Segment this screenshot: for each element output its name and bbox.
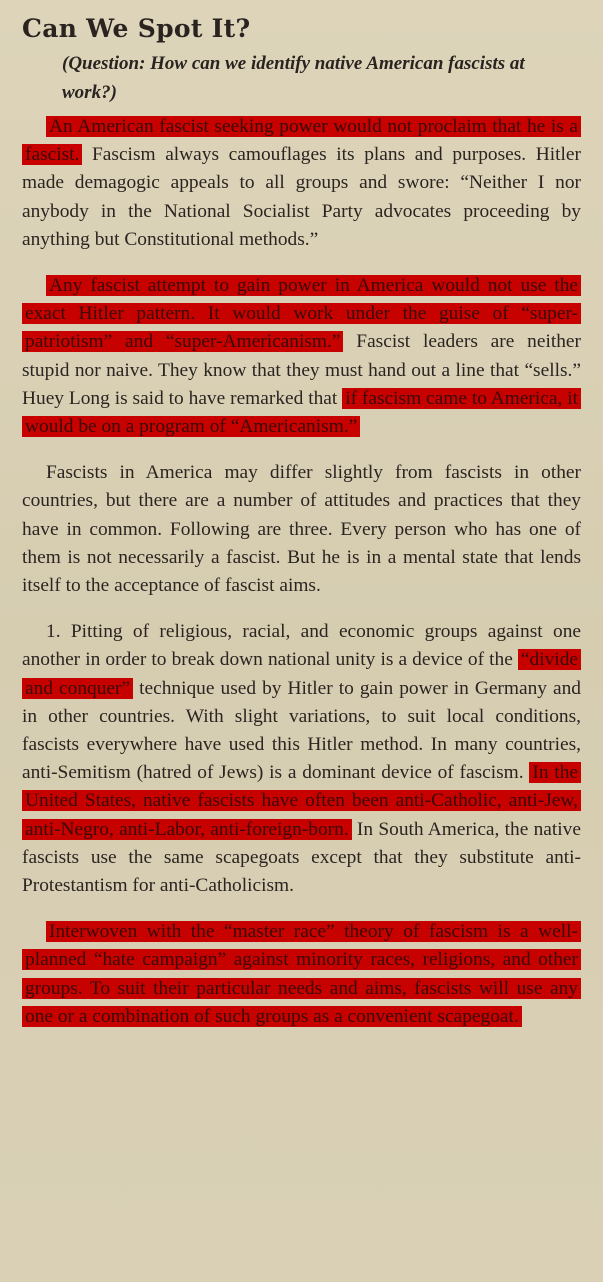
paragraph-4-middle: technique used by Hitler to gain power in Germany and in other countries. With slight variations, to suit local conditions, fascists everywhere have used this Hitler method. In many countries, anti-Semitism (hatred of Jews) is a dominant device of fascism. (22, 677, 581, 784)
paragraph-4-rest: In South America, the native fascists use the same scapegoats except that they substitute anti-Protestantism for anti-Catholicism. (22, 818, 581, 897)
page-title: Can We Spot It? (22, 14, 251, 43)
paragraph-1-rest: Fascism always camouflages its plans and purposes. Hitler made demagogic appeals to all groups and swore: “Neither I nor anybody in the National Socialist Party advocates proceeding by anything but Constitutional methods.” (22, 144, 581, 250)
highlight-6: Interwoven with the “master race” theory of fascism is a well-planned “hate campaign” against minority races, religions, and other groups. To suit their particular needs and aims, fascists will use any one or a combination of such groups as a convenient scapegoat. (22, 921, 581, 1027)
highlight-1: An American fascist seeking power would not proclaim that he is a fascist. (22, 116, 581, 165)
highlight-2: Any fascist attempt to gain power in America would not use the exact Hitler pattern. It would work under the guise of “super-patriotism” and “super-Americanism.” (22, 275, 581, 352)
paragraph-3: Fascists in America may differ slightly from fascists in other countries, but there are a number of attitudes and practices that they have in common. Following are three. Every person who has one of them is not necessarily a fascist. But he is in a mental state that lends itself to the acceptance of fascist aims. (22, 462, 581, 597)
highlight-3: if fascism came to America, it would be on a program of “Americanism.” (22, 388, 581, 437)
paragraph-2-middle: Fascist leaders are neither stupid nor naive. They know that they must hand out a line that “sells.” Huey Long is said to have remarked that (22, 331, 581, 409)
paragraph-4 (22, 618, 581, 900)
highlight-4: “divide and conquer” (22, 649, 581, 698)
question-subtitle: (Question: How can we identify native American fascists at work?) (62, 53, 525, 103)
paragraph-5 (22, 918, 581, 1031)
highlight-5: In the United States, native fascists have often been anti-Catholic, anti-Jew, anti-Negro, anti-Labor, anti-foreign-born. (22, 762, 581, 839)
paragraph-2 (22, 272, 581, 441)
paragraph-4-before: 1. Pitting of religious, racial, and economic groups against one another in order to break down national unity is a device of the (22, 621, 581, 671)
paragraph-1 (22, 113, 581, 254)
